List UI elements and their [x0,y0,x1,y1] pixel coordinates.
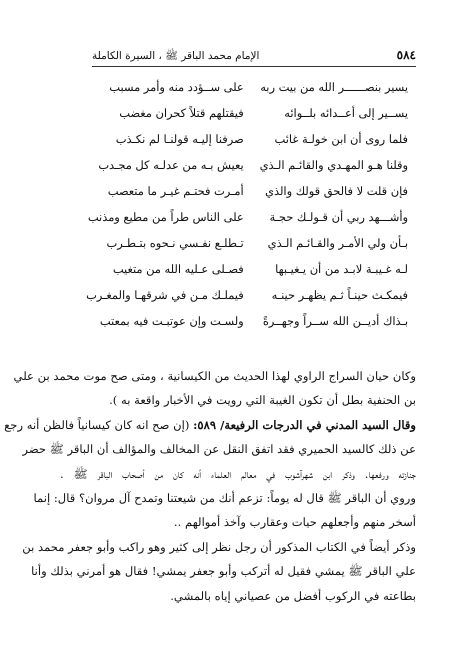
verse-first-hemistich: بـأن ولي الأمـر والقـائـم الـذي [267,236,408,250]
running-title: الإمام محمد الباقر ﷺ ، السيرة الكاملة [92,50,260,62]
poem-verse [92,74,408,100]
verse-second-hemistich: ولسـت وإن عوتبـت فيه بمعتب [99,314,244,328]
poem-verse [92,230,408,256]
prose-text: وذكر أيضاً في الكتاب المذكور أن رجل نظر إلى كثير وهو راكب وأبو جعفر محمد بن [22,539,416,554]
poem-verse [92,100,408,126]
prose-text: علي الباقر ﷺ يمشي فقيل له أتركب وأبو جعفر يمشي! فقال هو أمرني بذلك وأنا [31,564,416,579]
verse-first-hemistich: وأشـــهد ربي أن قـولـك حجـة [269,210,408,224]
prose-text: وروي أن الباقر ﷺ قال له يوماً: تزعم أنك من شيعتنا وتمدح آل مروان؟ قال: إنما [33,491,416,506]
verse-second-hemistich: على ســؤدد منه وأمر مسبب [109,80,244,94]
page-header [92,48,416,67]
prose-body [4,364,416,608]
page-number: ٥٨٤ [396,48,416,62]
poem-verse [92,178,408,204]
bold-citation: وقال السيد المدني في الدرجات الرفيعة/ ٥٨٩: [193,417,416,432]
poem-verse [92,126,408,152]
prose-line [60,584,416,608]
prose-line [60,462,416,486]
poem-verse [92,152,408,178]
poem-verse [86,282,408,308]
verse-second-hemistich: فصـلى عـليه الله من متغيب [112,262,244,276]
verse-first-hemistich: فلما روى أن ابن خولـة غائب [274,132,408,146]
verse-second-hemistich: صرفنا إليـه قولنـا لم نكـذب [115,132,244,146]
verse-second-hemistich: فيملـك مـن في شرقهـا والمغـرب [86,288,244,302]
prose-line [4,413,416,437]
poem [86,74,408,334]
prose-text: بن الحنفية بطل أن تكون الغيبة التي رويت في الأخبار واقعة به ). [109,393,416,408]
prose-text: عن ذلك كالسيد الحميري فقد اتفق النقل عن المخالف والمؤالف أن الباقر ﷺ حضر [22,442,416,457]
verse-second-hemistich: على الناس طراً من مطيع ومذنب [87,210,244,224]
verse-first-hemistich: لـه غـيبـة لابـد من أن يـغيـبها [275,262,408,276]
verse-first-hemistich: وقلنا هـو المهـدي والقائـم الـذي [259,158,408,172]
verse-second-hemistich: أمـرت فحتـم غيـر ما متعصب [107,184,244,198]
verse-first-hemistich: بـذاك أديــن الله ســراً وجهــرةً [262,314,408,328]
verse-first-hemistich: يســير إلى أعــدائه بلــوائه [284,106,408,120]
prose-line [13,364,416,388]
verse-second-hemistich: فيقتلهم قتلاً كحران مغضب [119,106,244,120]
verse-first-hemistich: فيمكـث حينـاً ثـم يظهـر حينـه [271,288,408,302]
prose-text: (إن صح انه كان كيسانياً فالظن أنه رجع [4,417,194,432]
verse-first-hemistich: يسير بنصــــــر الله من بيت ربه [260,80,408,94]
prose-text: جنازته ورفعها. وذكر ابن شهرآشوب في معالم العلماء أنه كان من أصحاب الباقر ﷺ . [60,466,416,481]
prose-line [22,535,416,559]
poem-verse [87,204,408,230]
prose-text: بطاعته في الركوب أفضل من عصياني إياه بالمشي. [170,588,416,603]
verse-first-hemistich: فإن قلت لا فالحق قولك والذي [265,184,408,198]
verse-second-hemistich: يعيش بـه من عدلـه كل مجـدب [98,158,244,172]
prose-line [22,437,416,461]
prose-line [60,388,416,412]
poem-verse [92,308,408,334]
prose-line [31,559,416,583]
prose-line [60,510,416,534]
prose-text: وكان حيان السراج الراوي لهذا الحديث من الكيسانية ، ومتى صح موت محمد بن علي [13,369,416,383]
verse-second-hemistich: تـطلـع نفـسي نـحوه بتـطـرب [106,236,244,250]
prose-text: أسخر منهم وأجعلهم حيات وعقارب وآخذ أموالهم .. [173,515,416,530]
poem-verse [92,256,408,282]
prose-line [33,486,416,510]
